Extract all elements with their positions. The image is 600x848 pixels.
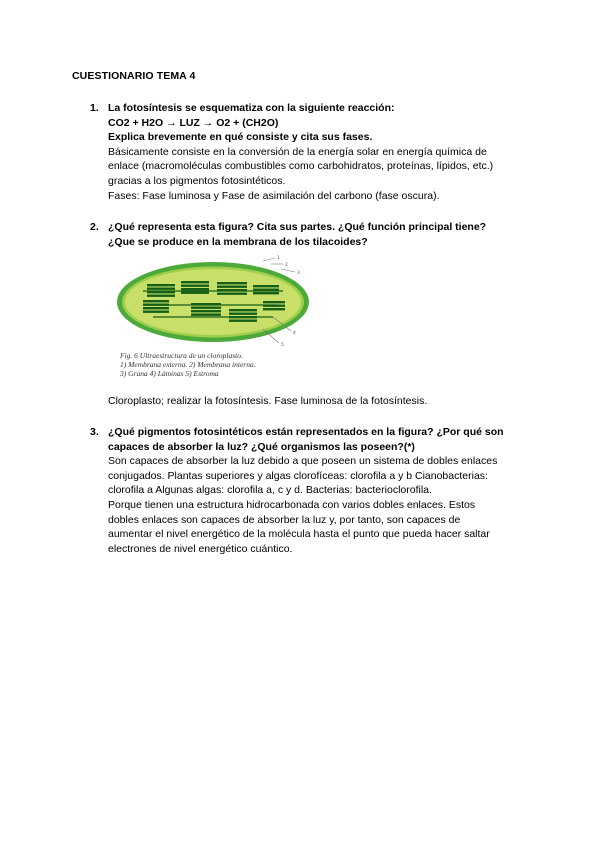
answer-line: enlace (macromoléculas combustibles como carbohidratos, proteínas, lípidos, etc.): [108, 160, 494, 173]
answer-line: Básicamente consiste en la conversión de la energía solar en energía química de: [108, 145, 487, 158]
question-number: 2.: [90, 221, 99, 233]
caption-line: Fig. 6 Ultraestructura de un cloroplasto.: [120, 351, 243, 361]
answer-line: dobles enlaces son capaces de absorber la luz y, por tanto, son capaces de: [108, 513, 461, 526]
answer-line: gracias a los pigmentos fotosintéticos.: [108, 174, 286, 187]
question-3: [90, 425, 535, 556]
question-text: ¿Qué representa esta figura? Cita sus partes. ¿Qué función principal tiene?: [108, 221, 487, 233]
document-title: CUESTIONARIO TEMA 4: [72, 70, 196, 82]
question-text: ¿Qué pigmentos fotosintéticos están representados en la figura? ¿Por qué son: [108, 426, 504, 438]
figure-label: 4: [293, 331, 296, 337]
figure-caption: [120, 351, 320, 378]
answer-line: clorofila a Algunas algas: clorofila a, c y d. Bacterias: bacterioclorofila.: [108, 484, 432, 497]
caption-line: 3) Grana 4) Láminas 5) Estroma: [120, 369, 219, 379]
question-1: [90, 101, 535, 203]
answer-line: Son capaces de absorber la luz debido a que poseen un sistema de dobles enlaces: [108, 455, 498, 468]
chloroplast-figure: [113, 255, 313, 380]
question-text: Explica brevemente en qué consiste y cita sus fases.: [108, 131, 373, 144]
question-text: capaces de absorber la luz? ¿Qué organismos las poseen?(*): [108, 440, 415, 453]
chloroplast-diagram: [113, 255, 313, 350]
answer-line: Porque tienen una estructura hidrocarbonada con varios dobles enlaces. Estos: [108, 498, 476, 511]
granum: [263, 301, 285, 310]
granum: [253, 285, 279, 294]
answer-line: conjugados. Plantas superiores y algas clorofíceas: clorofila a y b Cianobacterias:: [108, 469, 488, 482]
answer-line: Fases: Fase luminosa y Fase de asimilación del carbono (fase oscura).: [108, 189, 440, 202]
answer-line: electrones de nivel energético cuántico.: [108, 542, 293, 555]
figure-label: 3: [297, 271, 300, 277]
question-text: ¿Que se produce en la membrana de los tilacoides?: [108, 235, 368, 248]
reaction-equation: CO2 + H2O → LUZ → O2 + (CH2O): [108, 116, 279, 129]
figure-label: 1: [277, 256, 280, 262]
figure-label: 5: [281, 343, 284, 349]
question-2: [90, 220, 535, 409]
figure-label: 2: [285, 263, 288, 269]
question-number: 1.: [90, 102, 99, 114]
caption-line: 1) Membrana externa. 2) Membrana interna.: [120, 360, 256, 370]
answer-line: Cloroplasto; realizar la fotosíntesis. Fase luminosa de la fotosíntesis.: [108, 395, 428, 408]
answer-line: aumentar el nivel energético de la molécula hasta el punto que pueda hacer saltar: [108, 528, 490, 541]
question-text: La fotosíntesis se esquematiza con la siguiente reacción:: [108, 102, 395, 114]
question-number: 3.: [90, 426, 99, 438]
